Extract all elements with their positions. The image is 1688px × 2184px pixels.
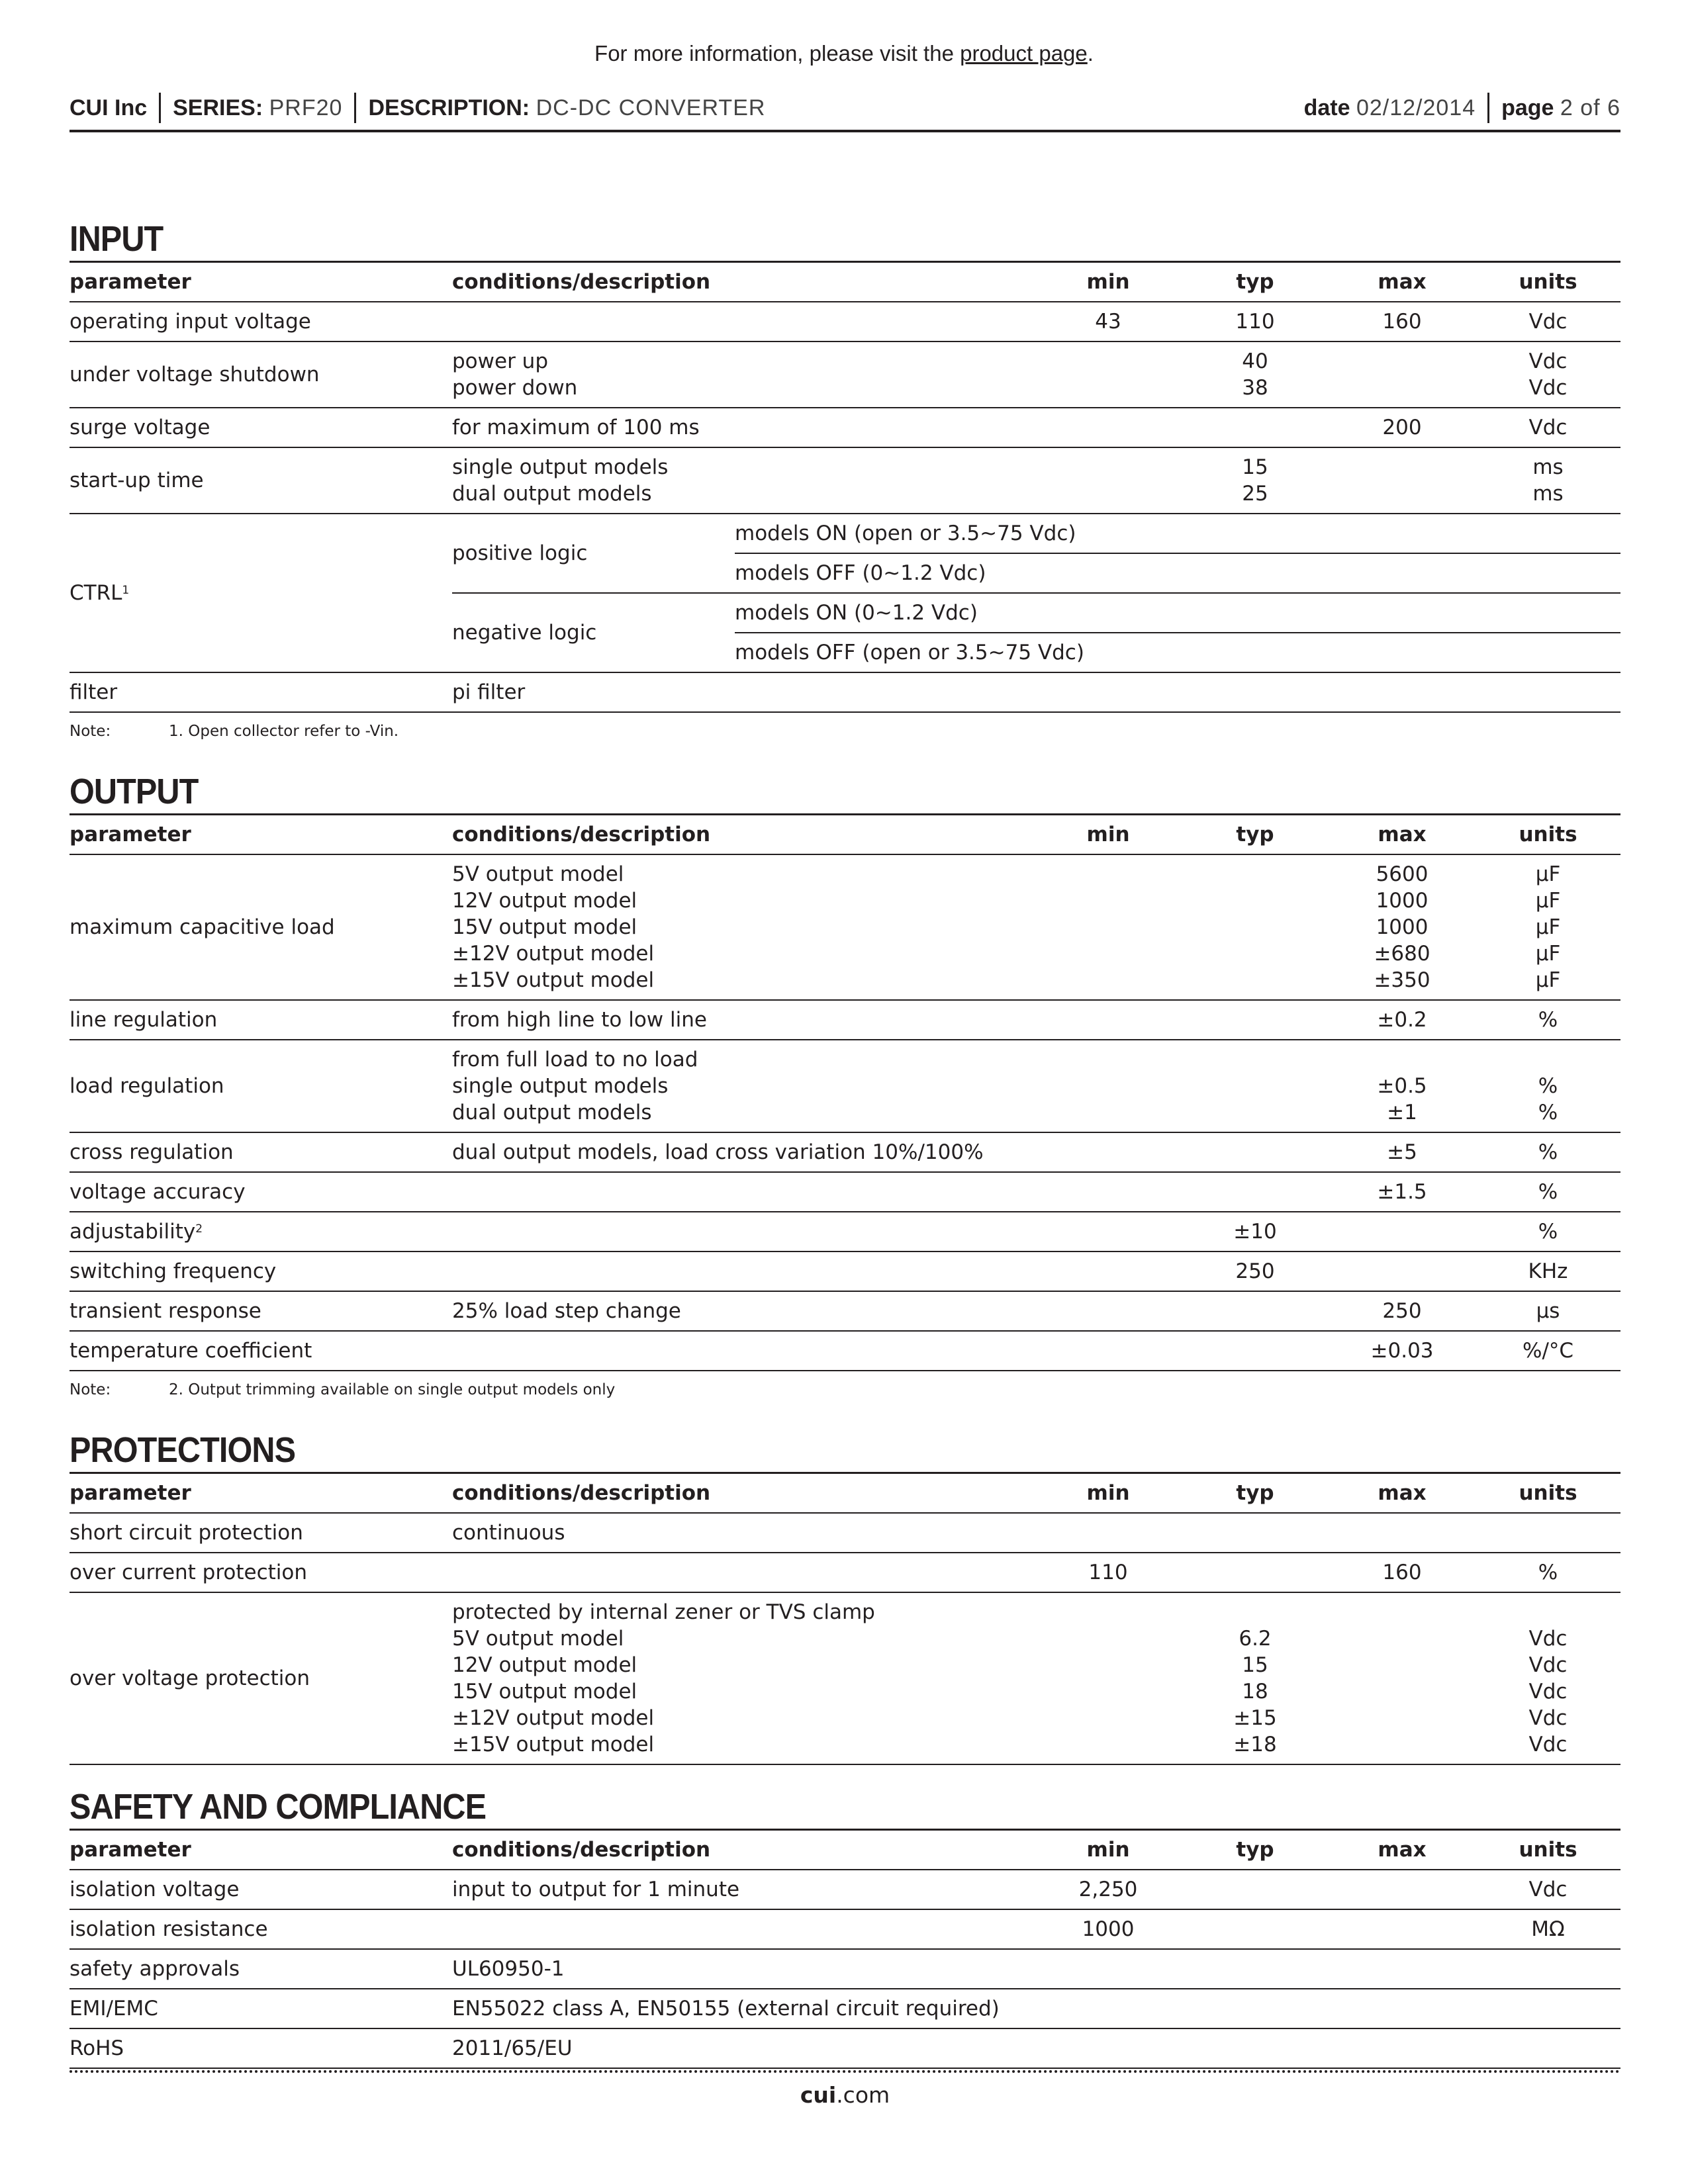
max-cell bbox=[1329, 1251, 1476, 1291]
parameter-cell bbox=[70, 341, 452, 408]
column-header-units: units bbox=[1476, 815, 1620, 855]
series-value: PRF20 bbox=[269, 95, 343, 120]
section-title: INPUT bbox=[70, 219, 164, 259]
spec-table bbox=[70, 813, 1620, 1371]
conditions-cell bbox=[452, 1251, 1035, 1291]
parameter-name: RoHS bbox=[70, 2036, 124, 2060]
conditions-cell bbox=[452, 1172, 1035, 1212]
units-cell: Vdc Vdc Vdc Vdc Vdc bbox=[1476, 1592, 1620, 1764]
typ-cell: ±10 bbox=[1182, 1212, 1329, 1251]
conditions-cell: 5V output model 12V output model 15V output model ±12V output model ±15V output model bbox=[452, 854, 1035, 1000]
parameter-cell bbox=[70, 1870, 452, 1909]
max-cell bbox=[1329, 341, 1476, 408]
table-header-row bbox=[70, 262, 1620, 302]
conditions-cell: input to output for 1 minute bbox=[452, 1870, 1035, 1909]
parameter-cell bbox=[70, 2028, 452, 2068]
table-row bbox=[70, 341, 1620, 408]
table-row bbox=[70, 408, 1620, 447]
units-cell: % % bbox=[1476, 1040, 1620, 1132]
parameter-name: isolation resistance bbox=[70, 1917, 268, 1941]
conditions-cell: 25% load step change bbox=[452, 1291, 1035, 1331]
typ-cell: 250 bbox=[1182, 1251, 1329, 1291]
divider bbox=[1487, 93, 1489, 123]
parameter-name: isolation voltage bbox=[70, 1878, 240, 1901]
spec-table bbox=[70, 261, 1620, 713]
parameter-cell bbox=[70, 1592, 452, 1764]
min-cell bbox=[1035, 1989, 1182, 2028]
min-cell bbox=[1035, 672, 1182, 712]
conditions-cell: dual output models, load cross variation 10%/100% bbox=[452, 1132, 1035, 1172]
typ-cell bbox=[1182, 408, 1329, 447]
spec-table bbox=[70, 1472, 1620, 1765]
logic-condition: models ON (0~1.2 Vdc) bbox=[735, 593, 1620, 633]
min-cell bbox=[1035, 1513, 1182, 1553]
table-row bbox=[70, 514, 1620, 553]
column-header-conditions-description: conditions/description bbox=[452, 1473, 1035, 1514]
conditions-cell: power up power down bbox=[452, 341, 1035, 408]
table-row bbox=[70, 1331, 1620, 1371]
max-cell bbox=[1329, 672, 1476, 712]
column-header-min: min bbox=[1035, 1473, 1182, 1514]
description-value: DC-DC CONVERTER bbox=[536, 95, 766, 120]
units-cell bbox=[1476, 1949, 1620, 1989]
column-header-typ: typ bbox=[1182, 1830, 1329, 1870]
divider bbox=[159, 93, 161, 123]
units-cell: Vdc bbox=[1476, 408, 1620, 447]
conditions-cell bbox=[452, 1553, 1035, 1592]
column-header-parameter: parameter bbox=[70, 1473, 452, 1514]
section-protections bbox=[70, 1422, 1620, 1778]
max-cell: 160 bbox=[1329, 302, 1476, 341]
parameter-cell bbox=[70, 1949, 452, 1989]
footer-domain: .com bbox=[836, 2082, 890, 2108]
top-info-note bbox=[0, 41, 1688, 66]
min-cell bbox=[1035, 1132, 1182, 1172]
min-cell bbox=[1035, 1000, 1182, 1040]
conditions-cell bbox=[452, 302, 1035, 341]
column-header-parameter: parameter bbox=[70, 1830, 452, 1870]
conditions-cell: EN55022 class A, EN50155 (external circuit required) bbox=[452, 1989, 1035, 2028]
conditions-cell: for maximum of 100 ms bbox=[452, 408, 1035, 447]
spec-sections bbox=[70, 210, 1620, 2082]
typ-cell bbox=[1182, 672, 1329, 712]
parameter-name: surge voltage bbox=[70, 416, 211, 439]
units-cell: KHz bbox=[1476, 1251, 1620, 1291]
parameter-name: adjustability bbox=[70, 1220, 196, 1244]
units-cell: μF μF μF μF μF bbox=[1476, 854, 1620, 1000]
max-cell: 160 bbox=[1329, 1553, 1476, 1592]
typ-cell bbox=[1182, 1291, 1329, 1331]
typ-cell: 6.2 15 18 ±15 ±18 bbox=[1182, 1592, 1329, 1764]
min-cell: 2,250 bbox=[1035, 1870, 1182, 1909]
table-row bbox=[70, 1870, 1620, 1909]
max-cell bbox=[1329, 1513, 1476, 1553]
column-header-max: max bbox=[1329, 1473, 1476, 1514]
table-row bbox=[70, 1132, 1620, 1172]
column-header-max: max bbox=[1329, 1830, 1476, 1870]
min-cell bbox=[1035, 1040, 1182, 1132]
units-cell bbox=[1476, 2028, 1620, 2068]
section-title: SAFETY AND COMPLIANCE bbox=[70, 1787, 487, 1827]
units-cell: % bbox=[1476, 1132, 1620, 1172]
column-header-min: min bbox=[1035, 1830, 1182, 1870]
parameter-name: EMI/EMC bbox=[70, 1997, 158, 2021]
column-header-units: units bbox=[1476, 1830, 1620, 1870]
table-row bbox=[70, 1989, 1620, 2028]
conditions-cell: continuous bbox=[452, 1513, 1035, 1553]
company-name: CUI Inc bbox=[70, 95, 148, 120]
max-cell: ±5 bbox=[1329, 1132, 1476, 1172]
max-cell: ±1.5 bbox=[1329, 1172, 1476, 1212]
table-row bbox=[70, 1592, 1620, 1764]
parameter-cell bbox=[70, 1513, 452, 1553]
max-cell bbox=[1329, 1212, 1476, 1251]
max-cell bbox=[1329, 447, 1476, 514]
table-row bbox=[70, 447, 1620, 514]
max-cell: ±0.03 bbox=[1329, 1331, 1476, 1371]
logic-condition: models OFF (0~1.2 Vdc) bbox=[735, 553, 1620, 593]
section-input bbox=[70, 210, 1620, 750]
section-output bbox=[70, 763, 1620, 1408]
conditions-cell: protected by internal zener or TVS clamp 5V output model 12V output model 15V output model ±12V output model ±15V output model bbox=[452, 1592, 1035, 1764]
typ-cell bbox=[1182, 1553, 1329, 1592]
conditions-cell: from full load to no load single output models dual output models bbox=[452, 1040, 1035, 1132]
typ-cell bbox=[1182, 1172, 1329, 1212]
note-label: Note: bbox=[70, 723, 111, 740]
parameter-cell bbox=[70, 302, 452, 341]
column-header-units: units bbox=[1476, 262, 1620, 302]
description-label: DESCRIPTION: bbox=[368, 95, 530, 120]
note-label: Note: bbox=[70, 1381, 111, 1398]
table-row bbox=[70, 672, 1620, 712]
max-cell bbox=[1329, 2028, 1476, 2068]
conditions-cell bbox=[452, 1331, 1035, 1371]
typ-cell bbox=[1182, 1989, 1329, 2028]
units-cell: % bbox=[1476, 1172, 1620, 1212]
units-cell: MΩ bbox=[1476, 1909, 1620, 1949]
units-cell: %/°C bbox=[1476, 1331, 1620, 1371]
min-cell: 1000 bbox=[1035, 1909, 1182, 1949]
table-row bbox=[70, 1949, 1620, 1989]
column-header-min: min bbox=[1035, 262, 1182, 302]
units-cell: μs bbox=[1476, 1291, 1620, 1331]
parameter-cell bbox=[70, 408, 452, 447]
min-cell: 43 bbox=[1035, 302, 1182, 341]
parameter-cell bbox=[70, 1040, 452, 1132]
table-row bbox=[70, 1513, 1620, 1553]
table-row bbox=[70, 1251, 1620, 1291]
min-cell bbox=[1035, 1291, 1182, 1331]
max-cell: ±0.5 ±1 bbox=[1329, 1040, 1476, 1132]
min-cell bbox=[1035, 1949, 1182, 1989]
min-cell bbox=[1035, 1212, 1182, 1251]
parameter-cell bbox=[70, 854, 452, 1000]
parameter-name: temperature coefficient bbox=[70, 1339, 312, 1363]
parameter-name: load regulation bbox=[70, 1074, 224, 1098]
parameter-cell bbox=[70, 447, 452, 514]
table-row bbox=[70, 1040, 1620, 1132]
units-cell bbox=[1476, 672, 1620, 712]
parameter-name: start-up time bbox=[70, 469, 204, 492]
max-cell bbox=[1329, 1870, 1476, 1909]
conditions-cell: UL60950-1 bbox=[452, 1949, 1035, 1989]
column-header-typ: typ bbox=[1182, 815, 1329, 855]
parameter-name: transient response bbox=[70, 1299, 261, 1323]
parameter-cell bbox=[70, 1331, 452, 1371]
parameter-cell bbox=[70, 1132, 452, 1172]
page-label: page bbox=[1501, 95, 1554, 120]
table-row bbox=[70, 854, 1620, 1000]
parameter-cell bbox=[70, 1212, 452, 1251]
table-row bbox=[70, 1553, 1620, 1592]
max-cell bbox=[1329, 1989, 1476, 2028]
column-header-conditions-description: conditions/description bbox=[452, 815, 1035, 855]
table-row bbox=[70, 1291, 1620, 1331]
units-cell: Vdc Vdc bbox=[1476, 341, 1620, 408]
footnote-ref: 2 bbox=[195, 1222, 203, 1236]
column-header-max: max bbox=[1329, 262, 1476, 302]
max-cell: 250 bbox=[1329, 1291, 1476, 1331]
table-row bbox=[70, 1909, 1620, 1949]
units-cell bbox=[1476, 1513, 1620, 1553]
typ-cell bbox=[1182, 854, 1329, 1000]
parameter-name: line regulation bbox=[70, 1008, 218, 1032]
min-cell bbox=[1035, 2028, 1182, 2068]
divider bbox=[354, 93, 356, 123]
column-header-min: min bbox=[1035, 815, 1182, 855]
parameter-name: switching frequency bbox=[70, 1259, 277, 1283]
min-cell bbox=[1035, 1251, 1182, 1291]
conditions-cell: 2011/65/EU bbox=[452, 2028, 1035, 2068]
parameter-cell bbox=[70, 672, 452, 712]
column-header-typ: typ bbox=[1182, 262, 1329, 302]
column-header-conditions-description: conditions/description bbox=[452, 262, 1035, 302]
max-cell: 5600 1000 1000 ±680 ±350 bbox=[1329, 854, 1476, 1000]
parameter-name: safety approvals bbox=[70, 1957, 240, 1981]
logic-group-label: negative logic bbox=[452, 593, 735, 672]
series-label: SERIES: bbox=[173, 95, 263, 120]
table-header-row bbox=[70, 815, 1620, 855]
units-cell: Vdc bbox=[1476, 1870, 1620, 1909]
typ-cell bbox=[1182, 1132, 1329, 1172]
max-cell: 200 bbox=[1329, 408, 1476, 447]
table-row bbox=[70, 2028, 1620, 2068]
table-header-row bbox=[70, 1830, 1620, 1870]
date-label: date bbox=[1303, 95, 1350, 120]
info-suffix: . bbox=[1087, 41, 1094, 66]
parameter-cell bbox=[70, 1291, 452, 1331]
typ-cell: 15 25 bbox=[1182, 447, 1329, 514]
typ-cell: 40 38 bbox=[1182, 341, 1329, 408]
footnote-ref: 1 bbox=[122, 584, 130, 597]
spec-table bbox=[70, 1829, 1620, 2069]
units-cell bbox=[1476, 1989, 1620, 2028]
page-value: 2 of 6 bbox=[1560, 95, 1620, 120]
parameter-cell bbox=[70, 1989, 452, 2028]
product-page-link[interactable]: product page bbox=[960, 41, 1088, 66]
parameter-name: voltage accuracy bbox=[70, 1180, 246, 1204]
min-cell bbox=[1035, 447, 1182, 514]
column-header-parameter: parameter bbox=[70, 815, 452, 855]
typ-cell bbox=[1182, 1949, 1329, 1989]
document-header bbox=[70, 86, 1620, 132]
max-cell bbox=[1329, 1592, 1476, 1764]
page-footer bbox=[70, 2070, 1620, 2108]
min-cell bbox=[1035, 854, 1182, 1000]
note-text: 1. Open collector refer to -Vin. bbox=[169, 723, 399, 740]
max-cell: ±0.2 bbox=[1329, 1000, 1476, 1040]
table-header-row bbox=[70, 1473, 1620, 1514]
table-row bbox=[70, 302, 1620, 341]
table-row bbox=[70, 1000, 1620, 1040]
min-cell bbox=[1035, 408, 1182, 447]
conditions-cell bbox=[452, 1909, 1035, 1949]
logic-condition: models OFF (open or 3.5~75 Vdc) bbox=[735, 633, 1620, 672]
parameter-cell bbox=[70, 1251, 452, 1291]
note-text: 2. Output trimming available on single output models only bbox=[169, 1381, 616, 1398]
min-cell bbox=[1035, 341, 1182, 408]
min-cell: 110 bbox=[1035, 1553, 1182, 1592]
parameter-cell bbox=[70, 514, 452, 672]
parameter-name: CTRL bbox=[70, 581, 122, 605]
parameter-name: over voltage protection bbox=[70, 1666, 310, 1690]
header-right bbox=[1304, 93, 1620, 123]
units-cell: ms ms bbox=[1476, 447, 1620, 514]
units-cell: % bbox=[1476, 1553, 1620, 1592]
typ-cell bbox=[1182, 1331, 1329, 1371]
typ-cell bbox=[1182, 1000, 1329, 1040]
table-note bbox=[70, 713, 1620, 750]
typ-cell bbox=[1182, 2028, 1329, 2068]
units-cell: Vdc bbox=[1476, 302, 1620, 341]
min-cell bbox=[1035, 1592, 1182, 1764]
date-value: 02/12/2014 bbox=[1356, 95, 1476, 120]
parameter-name: filter bbox=[70, 680, 118, 704]
typ-cell bbox=[1182, 1040, 1329, 1132]
logic-group-label: positive logic bbox=[452, 514, 735, 593]
table-note bbox=[70, 1371, 1620, 1408]
min-cell bbox=[1035, 1172, 1182, 1212]
conditions-cell: pi filter bbox=[452, 672, 1035, 712]
typ-cell: 110 bbox=[1182, 302, 1329, 341]
footer-brand: cui bbox=[800, 2082, 837, 2108]
table-row bbox=[70, 1172, 1620, 1212]
info-text: For more information, please visit the bbox=[594, 41, 961, 66]
section-title: PROTECTIONS bbox=[70, 1430, 296, 1470]
parameter-name: over current protection bbox=[70, 1561, 308, 1584]
max-cell bbox=[1329, 1949, 1476, 1989]
column-header-conditions-description: conditions/description bbox=[452, 1830, 1035, 1870]
parameter-name: maximum capacitive load bbox=[70, 915, 335, 939]
column-header-parameter: parameter bbox=[70, 262, 452, 302]
column-header-max: max bbox=[1329, 815, 1476, 855]
parameter-name: operating input voltage bbox=[70, 310, 311, 334]
typ-cell bbox=[1182, 1909, 1329, 1949]
parameter-name: cross regulation bbox=[70, 1140, 234, 1164]
parameter-cell bbox=[70, 1172, 452, 1212]
typ-cell bbox=[1182, 1513, 1329, 1553]
conditions-cell: from high line to low line bbox=[452, 1000, 1035, 1040]
parameter-name: under voltage shutdown bbox=[70, 363, 320, 387]
conditions-cell: single output models dual output models bbox=[452, 447, 1035, 514]
section-title: OUTPUT bbox=[70, 772, 199, 811]
conditions-cell bbox=[452, 1212, 1035, 1251]
units-cell: % bbox=[1476, 1000, 1620, 1040]
parameter-cell bbox=[70, 1553, 452, 1592]
column-header-typ: typ bbox=[1182, 1473, 1329, 1514]
min-cell bbox=[1035, 1331, 1182, 1371]
max-cell bbox=[1329, 1909, 1476, 1949]
table-row bbox=[70, 1212, 1620, 1251]
logic-condition: models ON (open or 3.5~75 Vdc) bbox=[735, 514, 1620, 553]
section-safety-and-compliance bbox=[70, 1778, 1620, 2082]
parameter-cell bbox=[70, 1909, 452, 1949]
column-header-units: units bbox=[1476, 1473, 1620, 1514]
typ-cell bbox=[1182, 1870, 1329, 1909]
units-cell: % bbox=[1476, 1212, 1620, 1251]
parameter-cell bbox=[70, 1000, 452, 1040]
parameter-name: short circuit protection bbox=[70, 1521, 303, 1545]
